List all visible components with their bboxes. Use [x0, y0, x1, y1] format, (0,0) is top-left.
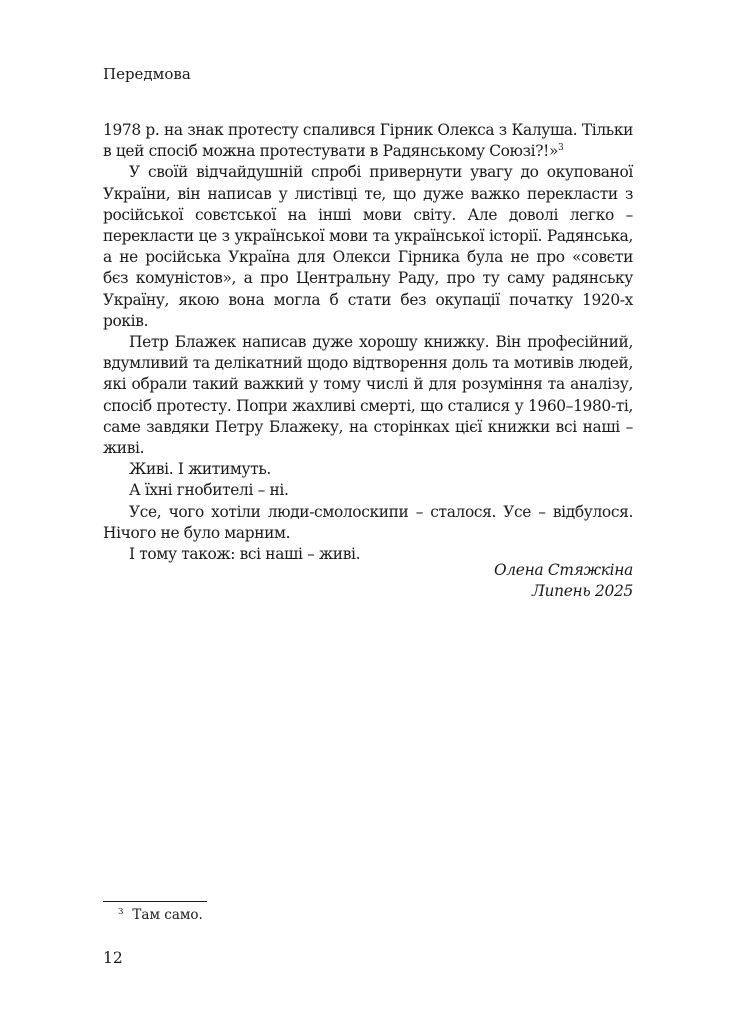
signature-author: Олена Стяжкіна: [493, 561, 633, 579]
footnote-reference: 3: [558, 143, 564, 154]
signature-date: Липень 2025: [531, 582, 633, 600]
signature-block: [494, 560, 633, 602]
paragraph: Живі. І житимуть.: [129, 460, 271, 479]
footnote-text: Там само.: [132, 907, 203, 923]
paragraph-text: 1978 р. на знак протесту спалився Гірник Олекса з Калуша. Тільки в цей спосіб можна протестувати в Радянському Союзі?!»: [103, 121, 633, 161]
paragraph: У своїй відчайдушній спробі привернути увагу до окупованої України, він написав у листівці те, що дуже важко перекласти з російської совєтської на інші мови світу. Але доволі легко – перекласти це з української мови та української історії. Радянська, а не російська Україна для Олекси Гірника була не про «совєти бєз комуністов», а про Центральну Раду, про ту саму радянську Україну, якою вона могла б стати без окупації початку 1920-х років.: [103, 163, 633, 330]
paragraph: [103, 120, 633, 162]
paragraph: Усе, чого хотіли люди-смолоскипи – сталося. Усе – відбулося. Нічого не було марним.: [103, 502, 633, 542]
running-head: Передмова: [103, 65, 191, 83]
footnote-divider: [103, 901, 207, 902]
body-text: [103, 120, 633, 565]
paragraph: А їхні гнобителі – ні.: [129, 481, 289, 500]
paragraph: І тому також: всі наші – живі.: [129, 545, 361, 564]
page-number: 12: [103, 949, 123, 967]
paragraph: Петр Блажек написав дуже хорошу книжку. Він професійний, вдумливий та делікатний щодо відтворення доль та мотивів людей, які обрали такий важкий у тому числі й для розуміння та аналізу, спосіб протесту. Попри жахливі смерті, що сталися у 1960–1980-ті, саме завдяки Петру Блажеку, на сторінках цієї книжки всі наші – живі.: [103, 333, 633, 458]
footnote: [118, 906, 203, 924]
footnote-mark: 3: [118, 907, 124, 917]
